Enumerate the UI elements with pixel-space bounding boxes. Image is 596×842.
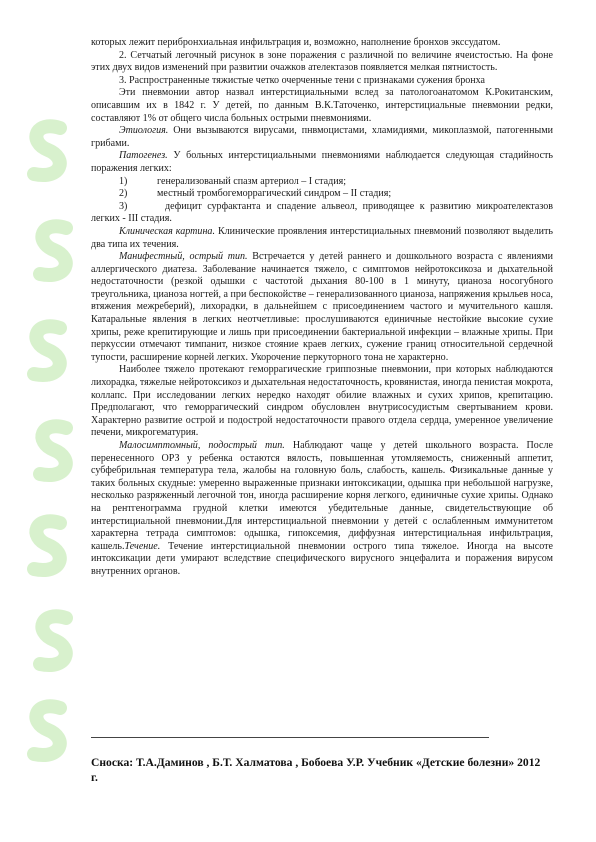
list-number: 3) (119, 200, 128, 212)
list-text: дефицит сурфактанта и спадение альвеол, приводящее к развитию микроателектазов легких - III стадия. (91, 200, 553, 225)
paragraph (91, 125, 553, 150)
paragraph-text: Наблюдают чаще у детей школьного возраста. После перенесенного ОРЗ у ребенка остаются вялость, повышенная утомляемость, сниженный аппетит, субфебрильная температура тела, жалобы на головную боль, слабость, кашель. Физикальные данные у таких больных скудные: умеренно выраженные признаки интоксикации, одышка при небольшой нагрузке, несколько разряженный легочной тон, иногда расширение корня легкого, единичные сухие хрипы. Однако на рентгенограмма грудной клетки имеются убедительные данные, свидетельствующие об интерстициальной пневмонии.Для интерстициальной пневмонии у детей с ослабленным иммунитетом характерна тетрада симптомов: одышка, гипоксемия, диффузная интерстициальная инфильтрация, кашель. (91, 440, 553, 552)
list-item (91, 176, 553, 189)
paragraph-text: У больных интерстициальными пневмониями наблюдается следующая стадийность поражения легких: (91, 150, 553, 174)
section-title: Манифестный, острый тип. (119, 251, 248, 263)
paragraph (91, 226, 553, 251)
body-text (91, 37, 553, 579)
watermark-mark (34, 126, 60, 175)
paragraph-text: Течение интерстициальной пневмонии острого типа тяжелое. Иногда на высоте интоксикации дети умирают вследствие специфического вирусного энцефалита и поражения вирусом внутренних органов. (91, 540, 553, 577)
paragraph (91, 251, 553, 364)
list-item (91, 201, 553, 226)
watermark-mark (34, 521, 60, 570)
list-number: 1) (119, 175, 128, 187)
list-item (91, 188, 553, 201)
list-text: местный тромбогеморрагический синдром – II стадия; (157, 188, 392, 200)
paragraph: Наиболее тяжело протекают геморрагические гриппозные пневмонии, при которых наблюдаются лихорадка, тяжелые нейротоксикоз и дыхательная недостаточность, кровянистая, иногда пенистая мокрота, коллапс. При исследовании легких нередко находят обилие влажных и сухих хрипов, крепитацию. Предполагают, что геморрагический синдром обусловлен внутрисосудистым свертыванием крови. Характерно развитие острой и подострой недостаточности правого отдела сердца, умеренное увеличение печени, микрогематурия. (91, 364, 553, 439)
section-title: Течение. (124, 540, 161, 552)
watermark-mark (34, 326, 60, 375)
section-title: Этиология. (119, 125, 169, 137)
paragraph: 3. Распространенные тяжистые четко очерченные тени с признаками сужения бронха (119, 74, 485, 86)
section-title: Клиническая картина. (119, 225, 215, 237)
paragraph: 2. Сетчатый легочный рисунок в зоне поражения с различной по величине ячеистостью. На фоне этих двух видов изменений при развитии очажков ателектазов появляется мелкая пятнистость. (91, 49, 553, 74)
section-title: Малосимптомный, подострый тип. (119, 440, 285, 451)
watermark-mark (40, 226, 66, 275)
watermark-mark (40, 616, 66, 665)
paragraph: которых лежит перибронхиальная инфильтрация и, возможно, наполнение бронхов экссудатом. (91, 37, 501, 48)
paragraph-text: Они вызываются вирусами, пнвмоцистами, хламидиями, микоплазмой, патогенными грибами. (91, 125, 553, 149)
footnote: Сноска: Т.А.Даминов , Б.Т. Халматова , Бобоева У.Р. Учебник «Детские болезни» 2012 г. (91, 756, 541, 784)
paragraph-text: Встречается у детей раннего и дошкольного возраста с явлениями аллергического диатеза. Заболевание начинается тяжело, с симптомов нейротоксикоза и дыхательной недостаточности (резкой одышки с частотой дыхания 80-100 в 1 минуту, цианоза носогубного треугольника, цианоза ногтей, а при беспокойстве – генерализованного цианоза, напряжения крыльев носа, втяжения межреберий), лихорадки, в дальнейшем с присоединением частого и мучительного кашля. Катаральные явления в легких неотчетливые: прослушиваются единичные нестойкие высокие сухие хрипы, реже крепитирующие и лишь при присоединении бактериальной инфекции – влажные хрипы. При перкуссии отмечают тимпанит, низкое стояние краев легких, сужение границ относительной сердечной тупости, расширение корней легких. Укорочение перкуторного тона не характерно. (91, 251, 553, 363)
section-title: Патогенез. (119, 150, 168, 162)
paragraph: Эти пневмонии автор назвал интерстициальными вслед за патологоанатомом К.Рокитанским, описавшим их в 1842 г. У детей, по данным В.К.Таточенко, интерстициальные пневмонии редки, составляют 1% от общего числа больных острыми пневмониями. (91, 87, 553, 124)
paragraph-text: Клинические проявления интерстициальных пневмоний позволяют выделить два типа их течения. (91, 225, 553, 250)
watermark-mark (34, 706, 60, 755)
watermark-mark (40, 426, 66, 475)
paragraph (91, 150, 553, 175)
paragraph (91, 440, 553, 579)
list-text: генерализованый спазм артериол – I стадия; (157, 175, 346, 187)
footnote-divider (91, 737, 489, 738)
list-number: 2) (119, 188, 128, 200)
